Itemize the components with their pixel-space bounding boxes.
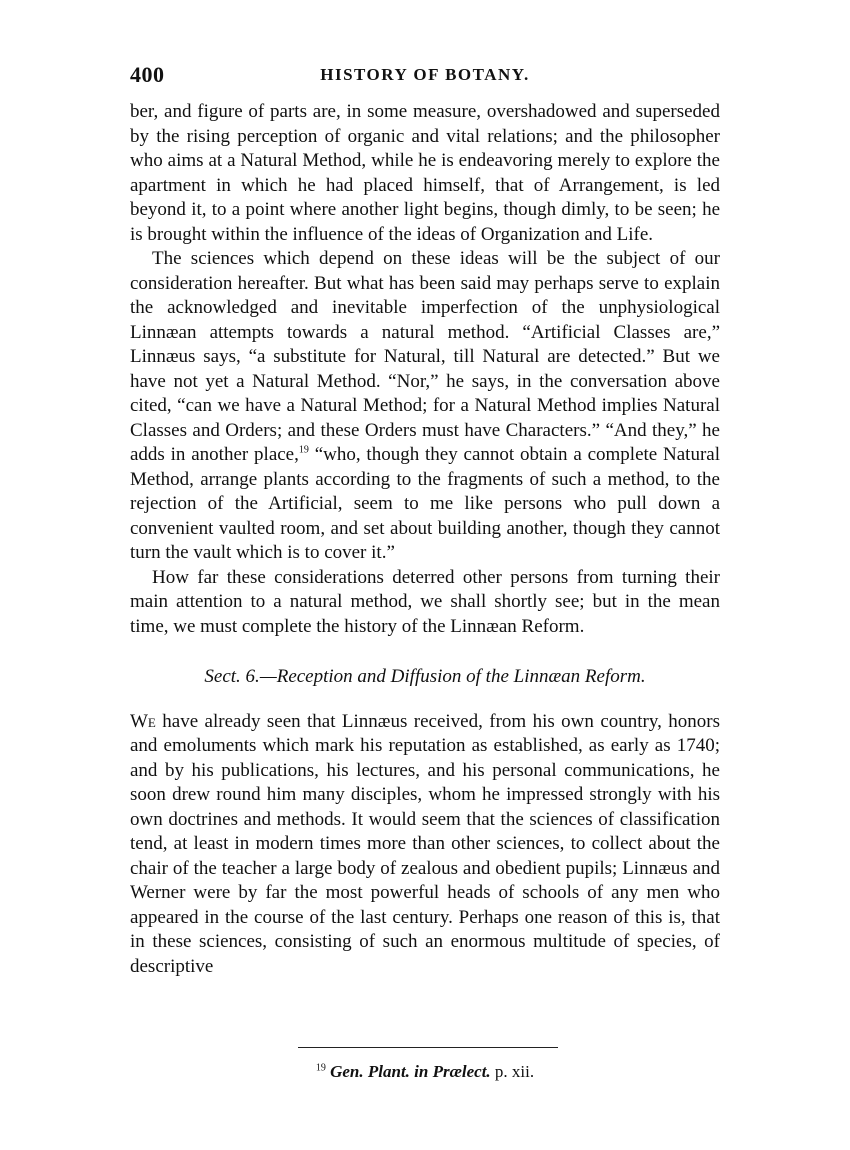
footnote-divider [298,1047,558,1048]
paragraph-2 [130,247,720,566]
paragraph-2-part-b: “who, though they cannot obtain a complete Natural Method, arrange plants according to the fragments of such a method, to the rejection of the Artificial, seem to me like persons who pull down a convenient vaulted room, and set about building another, though they cannot turn the vault which is to cover it.” [130,444,721,563]
footnote-reference: 19 [298,444,309,456]
body-text [130,100,720,979]
footnote-title: Gen. Plant. in Prælect. [330,1062,491,1081]
paragraph-4 [130,710,720,980]
paragraph-4-lead: We [130,710,156,732]
footnote-marker: 19 [315,1062,326,1074]
section-number: Sect. 6. [204,666,260,687]
paragraph-2-part-a: The sciences which depend on these ideas will be the subject of our consideration hereafter. But what has been said may perhaps serve to explain the acknowledged and inevitable imperfection of the unphysiological Linnæan attempts towards a natural method. “Artificial Classes are,” Linnæus says, “a substitute for Natural, till Natural are detected.” But we have not yet a Natural Method. “Nor,” he says, in the conversation above cited, “can we have a Natural Method; for a Natural Method implies Natural Classes and Orders; and these Orders must have Characters.” “And they,” he adds in another place, [130,248,720,465]
paragraph-4-text: have already seen that Linnæus received, from his own country, honors and emoluments which mark his reputation as established, as early as 1740; and by his publications, his lectures, and his personal communications, he soon drew round him many disciples, whom he impressed strongly with his own doctrines and methods. It would seem that the sciences of classification tend, at least in modern times more than other sciences, to collect about the chair of the teacher a large body of zealous and obedient pupils; Linnæus and Werner were by far the most powerful heads of schools of any men who appeared in the course of the last century. Perhaps one reason of this is, that in these sciences, consisting of such an enormous multitude of species, of descriptive [130,710,720,977]
page-number: 400 [130,62,165,87]
running-title: HISTORY OF BOTANY. [320,65,530,84]
footnote [130,1062,720,1082]
paragraph-1: ber, and figure of parts are, in some measure, overshadowed and superseded by the rising perception of organic and vital relations; and the philosopher who aims at a Natural Method, while he is endeavoring merely to explore the apartment in which he had placed himself, that of Arrangement, is led beyond it, to a point where another light begins, though dimly, to be seen; he is brought within the influence of the ideas of Organization and Life. [130,101,720,245]
paragraph-3: How far these considerations deterred other persons from turning their main attention to a natural method, we shall shortly see; but in the mean time, we must complete the history of the Linnæan Reform. [130,566,720,637]
footnote-page: p. xii. [490,1062,535,1081]
section-title: —Reception and Diffusion of the Linnæan Reform. [259,666,646,687]
page-header [130,62,720,88]
section-heading [130,665,720,690]
